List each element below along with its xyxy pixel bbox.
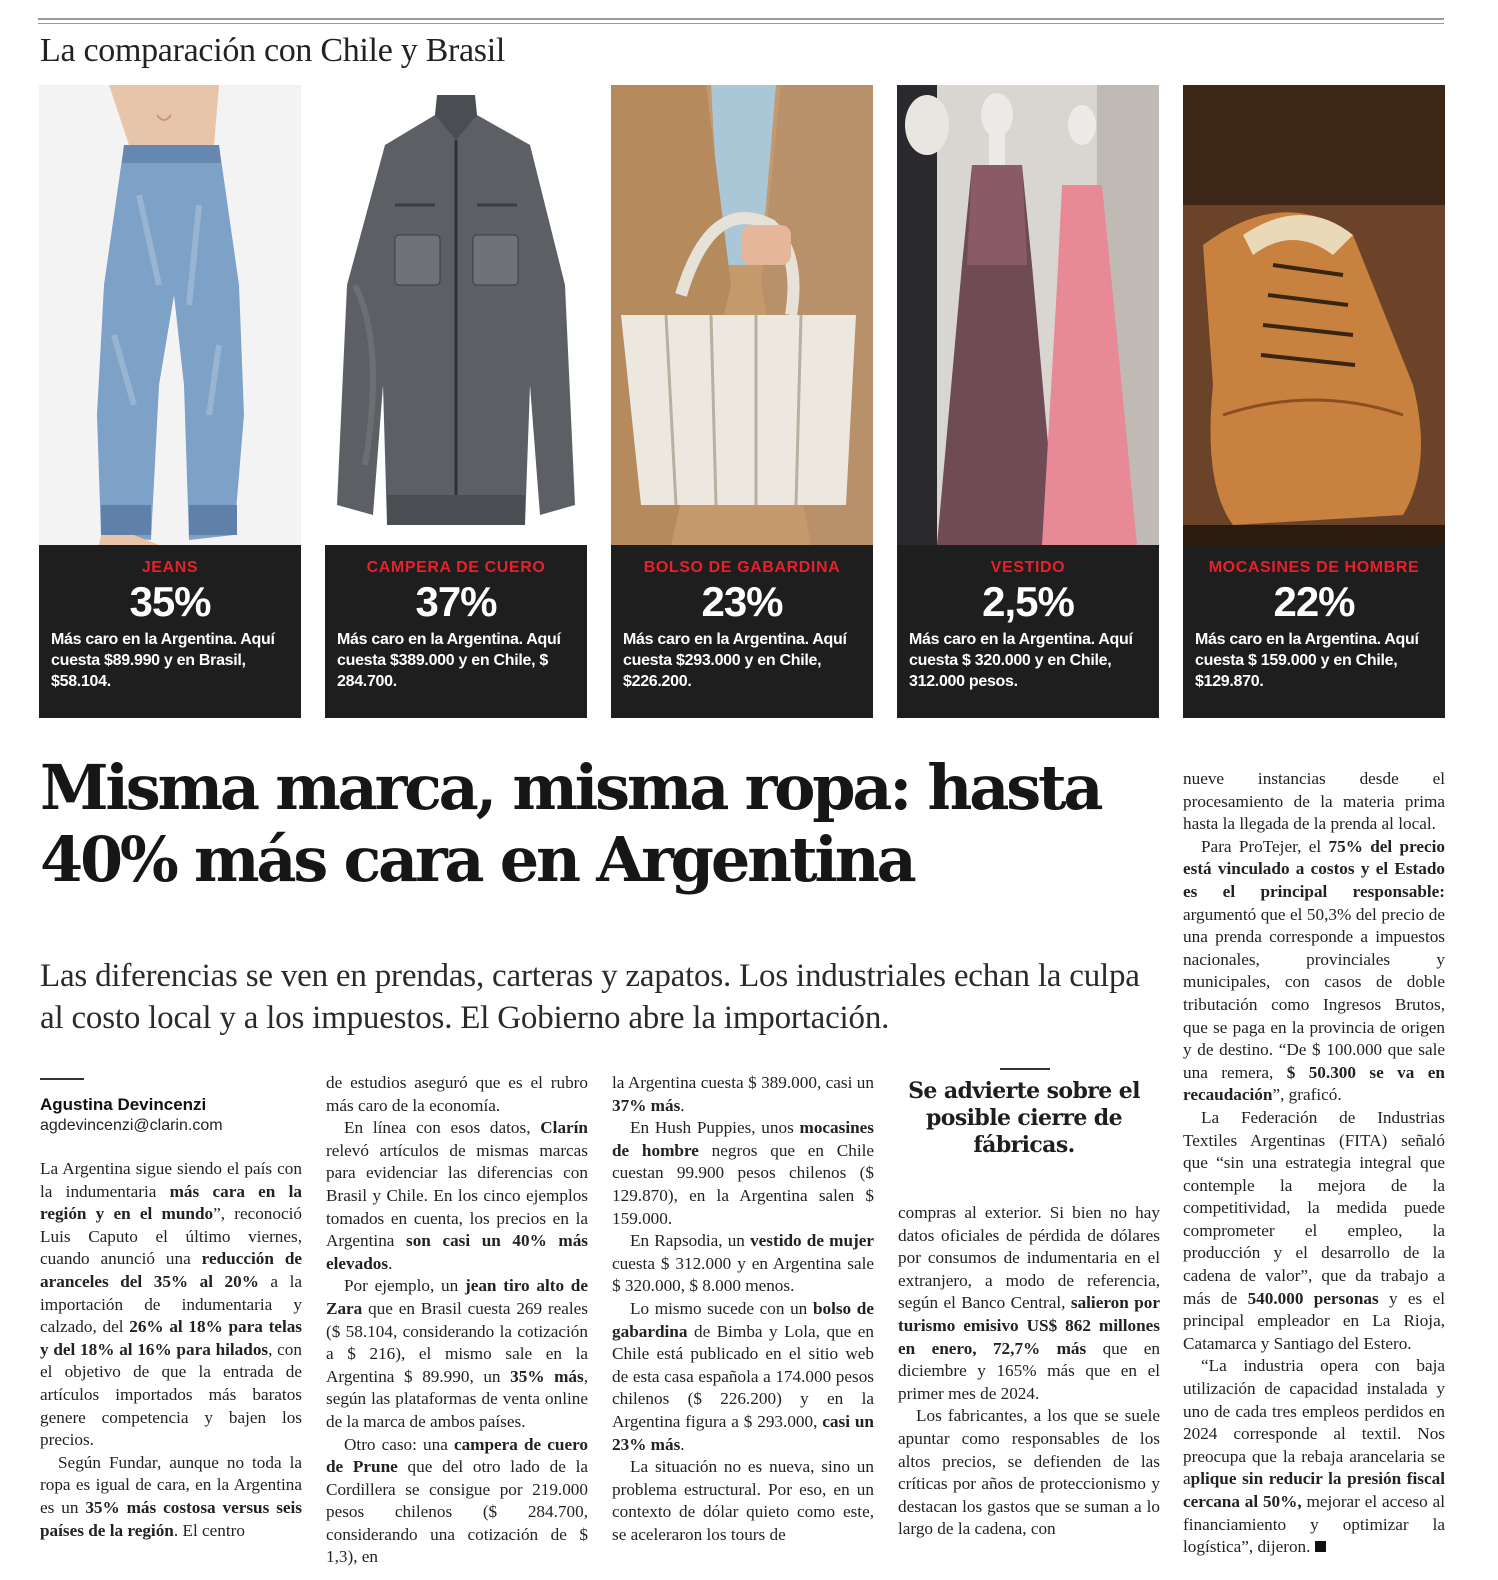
paragraph: la Argentina cuesta $ 389.000, casi un 37% más.	[612, 1073, 874, 1115]
dress-info-box	[897, 545, 1159, 718]
article-column-2	[326, 1072, 588, 1569]
jeans-photo	[39, 85, 301, 545]
paragraph: Según Fundar, aunque no toda la ropa es igual de cara, en la Argentina es un 35% más costosa versus seis países de la región. El centro	[40, 1452, 302, 1540]
paragraph: En Rapsodia, un vestido de mujer cuesta $ 312.000 y en Argentina sale $ 320.000, $ 8.000 menos.	[612, 1231, 875, 1296]
byline-rule	[40, 1078, 84, 1080]
product-description: Más caro en la Argentina. Aquí cuesta $ 159.000 y en Chile, $129.870.	[1195, 631, 1419, 690]
paragraph: Los fabricantes, a los que se suele apuntar como responsables de los altos precios, se defienden de las críticas por años de proteccionismo y destacan los gastos que se suman a lo largo de la cadena, con	[898, 1406, 1160, 1539]
jeans-info-box	[39, 545, 301, 718]
paragraph: compras al exterior. Si bien no hay datos oficiales de pérdida de dólares por consumos de indumentaria en el extranjero, a modo de referencia, según el Banco Central, salieron por turismo emisivo US$ 862 millones en enero, 72,7% más que en diciembre y 165% más que en el primer mes de 2024.	[898, 1203, 1160, 1403]
product-card-mocasines	[1183, 85, 1445, 718]
dress-photo	[897, 85, 1159, 545]
product-description: Más caro en la Argentina. Aquí cuesta $89.990 y en Brasil, $58.104.	[51, 631, 275, 690]
shoe-info-box	[1183, 545, 1445, 718]
bag-info-box	[611, 545, 873, 718]
paragraph: La Argentina sigue siendo el país con la indumentaria más cara en la región y en el mundo”, reconoció Luis Caputo el último viernes, cuando anunció una reducción de aranceles del 35% al 20% a la importación de indumentaria y calzado, del 26% al 18% para telas y del 18% al 16% para hilados, con el objetivo de que la entrada de artículos importados más baratos genere competencia y bajen los precios.	[40, 1159, 303, 1450]
product-percent: 35%	[129, 578, 211, 625]
pullquote-rule	[1000, 1068, 1050, 1070]
paragraph: En línea con esos datos, Clarín relevó artículos de mismas marcas para evidenciar las diferencias con Brasil y Chile. En los cinco ejemplos tomados en cuenta, los precios en la Argentina son casi un 40% más elevados.	[326, 1118, 588, 1273]
product-category: BOLSO DE GABARDINA	[643, 559, 841, 576]
product-category: VESTIDO	[990, 559, 1066, 576]
product-category: MOCASINES DE HOMBRE	[1208, 559, 1420, 576]
product-card-campera	[325, 85, 587, 718]
jacket-info-box	[325, 545, 587, 718]
product-description: Más caro en la Argentina. Aquí cuesta $293.000 y en Chile, $226.200.	[623, 631, 847, 690]
bag-photo	[611, 85, 873, 545]
article-column-1	[40, 1158, 302, 1542]
product-card-bolso	[611, 85, 873, 718]
shoe-photo	[1183, 85, 1445, 545]
pullquote: Se advierte sobre el posible cierre de fábricas.	[908, 1078, 1140, 1158]
paragraph: Para ProTejer, el 75% del precio está vinculado a costos y el Estado es el principal responsable: argumentó que el 50,3% del precio de una prenda corresponde a impuestos nacionales, provinciales y municipales, con casos de doble tributación como Ingresos Brutos, que se paga en la provincia de origen y de destino. “De $ 100.000 que sale una remera, $ 50.300 se va en recaudación”, graficó.	[1183, 836, 1446, 1105]
paragraph: Otro caso: una campera de cuero de Prune que del otro lado de la Cordillera se consigue por 219.000 pesos chilenos ($ 284.700, considerando una cotización de $ 1,3), en	[326, 1434, 589, 1567]
author-name: Agustina Devincenzi	[40, 1095, 207, 1114]
paragraph: nueve instancias desde el procesamiento de la materia prima hasta la llegada de la prenda al local.	[1183, 769, 1445, 834]
subhead: Las diferencias se ven en prendas, carteras y zapatos. Los industriales echan la culpa al costo local y a los impuestos. El Gobierno abre la importación.	[40, 958, 1140, 1036]
product-description: Más caro en la Argentina. Aquí cuesta $ 320.000 y en Chile, 312.000 pesos.	[909, 631, 1133, 690]
product-card-jeans	[39, 85, 301, 718]
paragraph: La Federación de Industrias Textiles Argentinas (FITA) señaló que “sin una estrategia integral que contemple la mejora de la competitividad, la medida puede comprometer el empleo, la producción y el desarrollo de la cadena de valor”, que da trabajo a más de 540.000 personas y es el principal empleador en La Rioja, Catamarca y Santiago del Estero.	[1183, 1107, 1445, 1353]
product-percent: 22%	[1273, 578, 1355, 625]
product-card-vestido	[897, 85, 1159, 718]
paragraph: “La industria opera con baja utilización de capacidad instalada y uno de cada tres empleos perdidos en 2024 corresponde al textil. Nos preocupa que la rebaja arancelaria se aplique sin reducir la presión fiscal cercana al 50%, mejorar el acceso al financiamiento y optimizar la logística”, dijeron.	[1183, 1356, 1445, 1557]
top-rule	[38, 18, 1444, 24]
end-of-article-mark	[1315, 1541, 1326, 1552]
product-percent: 23%	[701, 578, 783, 625]
paragraph: Lo mismo sucede con un bolso de gabardina de Bimba y Lola, que en Chile está publicado en el sitio web de esta casa española a 174.000 pesos chilenos ($ 226.200) y en la Argentina figura a $ 293.000, casi un 23% más.	[612, 1298, 874, 1454]
paragraph: La situación no es nueva, sino un problema estructural. Por eso, en un contexto de dólar quieto como este, se aceleraron los tours de	[612, 1457, 874, 1544]
author-email: agdevincenzi@clarin.com	[40, 1117, 223, 1134]
product-category: JEANS	[141, 559, 199, 576]
paragraph: de estudios aseguró que es el rubro más caro de la economía.	[326, 1073, 588, 1115]
product-percent: 2,5%	[982, 578, 1074, 625]
jacket-photo	[325, 85, 587, 545]
section-title: La comparación con Chile y Brasil	[40, 32, 506, 69]
product-description: Más caro en la Argentina. Aquí cuesta $389.000 y en Chile, $ 284.700.	[337, 631, 561, 690]
paragraph: En Hush Puppies, unos mocasines de hombre negros que en Chile cuestan 99.900 pesos chilenos ($ 129.870), en la Argentina salen $ 159.000.	[612, 1118, 874, 1228]
article-column-3	[612, 1072, 874, 1546]
article-column-5	[1183, 768, 1445, 1559]
product-category: CAMPERA DE CUERO	[366, 559, 546, 576]
product-percent: 37%	[415, 578, 497, 625]
article-column-4	[898, 1202, 1160, 1541]
paragraph: Por ejemplo, un jean tiro alto de Zara que en Brasil cuesta 269 reales ($ 58.104, considerando la cotización a $ 216), el mismo sale en la Argentina $ 89.990, un 35% más, según las plataformas de venta online de la marca de ambos países.	[326, 1276, 588, 1431]
headline: Misma marca, misma ropa: hasta 40% más cara en Argentina	[40, 751, 1101, 896]
